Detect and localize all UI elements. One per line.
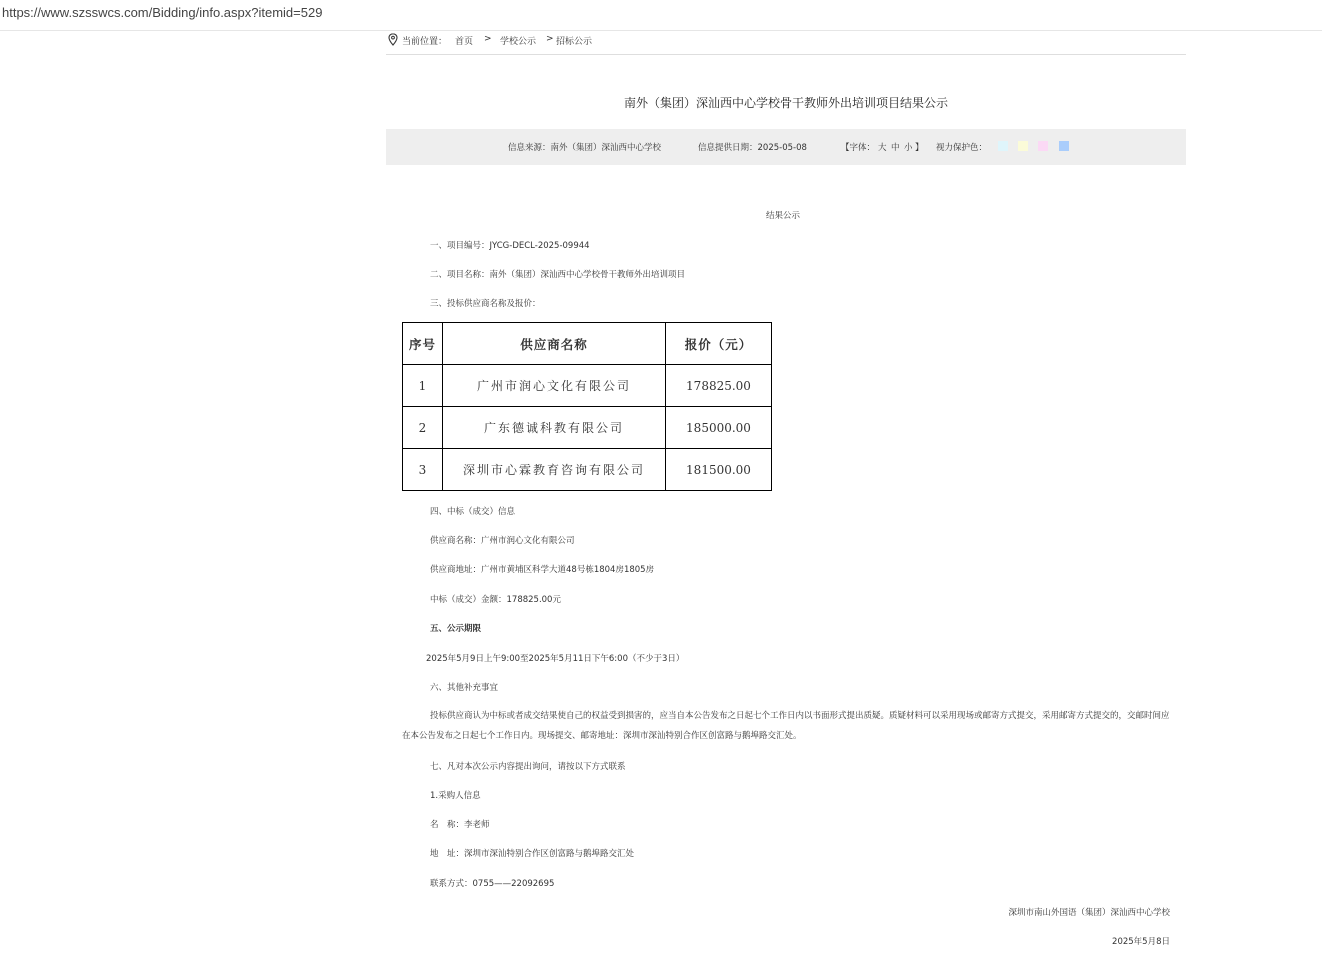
breadcrumb-bidding-notice-link[interactable]: 招标公示 xyxy=(556,37,593,47)
article-title: 南外（集团）深汕西中心学校骨干教师外出培训项目结果公示 xyxy=(623,96,948,110)
eye-color-cyan-swatch[interactable] xyxy=(998,141,1008,151)
table-cell: 深圳市心霖教育咨询有限公司 xyxy=(443,449,666,491)
table-cell: 2 xyxy=(403,407,443,449)
notice-period: 2025年5月9日上午9:00至2025年5月11日下午6:00（不少于3日） xyxy=(426,654,685,664)
info-date: 信息提供日期：2025-05-08 xyxy=(698,143,807,153)
breadcrumb-home-link[interactable]: 首页 xyxy=(455,37,474,47)
font-size-large-button[interactable]: 大 xyxy=(878,143,887,153)
bidders-heading: 三、投标供应商名称及报价： xyxy=(430,299,541,309)
award-heading: 四、中标（成交）信息 xyxy=(430,507,516,517)
font-size-small-button[interactable]: 小 xyxy=(904,143,913,153)
breadcrumb-separator: > xyxy=(546,34,554,44)
table-row xyxy=(403,449,772,491)
table-cell: 178825.00 xyxy=(666,365,772,407)
location-pin-icon xyxy=(388,33,398,46)
table-cell: 1 xyxy=(403,365,443,407)
info-source: 信息来源：南外（集团）深汕西中心学校 xyxy=(508,143,662,153)
article-info-bar xyxy=(386,129,1186,165)
table-cell: 185000.00 xyxy=(666,407,772,449)
breadcrumb-label: 当前位置： xyxy=(402,37,448,47)
bid-table xyxy=(402,322,772,491)
eye-color-blue-swatch[interactable] xyxy=(1059,141,1069,151)
signature-organization: 深圳市南山外国语（集团）深汕西中心学校 xyxy=(1008,908,1170,918)
complaint-paragraph: 投标供应商认为中标或者成交结果使自己的权益受到损害的，应当自本公告发布之日起七个工作日内以书面形式提出质疑。质疑材料可以采用现场或邮寄方式提交，采用邮寄方式提交的，交邮时间应在本公告发布之日起七个工作日内。现场提交、邮寄地址：深圳市深汕特别合作区创富路与鹅埠路交汇处。 xyxy=(402,711,1170,741)
table-header-row xyxy=(403,323,772,365)
project-name: 二、项目名称：南外（集团）深汕西中心学校骨干教师外出培训项目 xyxy=(430,270,686,280)
other-matters-heading: 六、其他补充事宜 xyxy=(430,683,499,693)
address-bar[interactable] xyxy=(0,0,1322,31)
breadcrumb-school-notice-link[interactable]: 学校公示 xyxy=(500,37,537,47)
breadcrumb xyxy=(386,31,1186,55)
table-cell: 广东德诚科教有限公司 xyxy=(443,407,666,449)
notice-period-heading: 五、公示期限 xyxy=(430,624,482,634)
table-cell: 3 xyxy=(403,449,443,491)
eye-color-pink-swatch[interactable] xyxy=(1038,141,1048,151)
font-size-close: 】 xyxy=(915,143,924,153)
font-size-medium-button[interactable]: 中 xyxy=(891,143,900,153)
contact-heading: 七、凡对本次公示内容提出询问，请按以下方式联系 xyxy=(430,762,626,772)
table-row xyxy=(403,365,772,407)
table-cell: 广州市润心文化有限公司 xyxy=(443,365,666,407)
purchaser-phone: 联系方式：0755——22092695 xyxy=(430,879,555,889)
table-header-cell: 序号 xyxy=(403,323,443,365)
winner-address: 供应商地址：广州市黄埔区科学大道48号栋1804房1805房 xyxy=(430,565,655,575)
breadcrumb-separator: > xyxy=(484,34,492,44)
url-text[interactable]: https://www.szsswcs.com/Bidding/info.aspx?itemid=529 xyxy=(2,5,323,20)
purchaser-address: 地 址：深圳市深汕特别合作区创富路与鹅埠路交汇处 xyxy=(430,849,635,859)
table-row xyxy=(403,407,772,449)
award-amount: 中标（成交）金额：178825.00元 xyxy=(430,595,561,605)
body-heading: 结果公示 xyxy=(766,211,801,221)
signature-date: 2025年5月8日 xyxy=(1112,937,1170,947)
winner-name: 供应商名称：广州市润心文化有限公司 xyxy=(430,536,575,546)
project-number: 一、项目编号：JYCG-DECL-2025-09944 xyxy=(430,241,590,251)
eye-protection-label: 视力保护色： xyxy=(936,143,988,153)
table-cell: 181500.00 xyxy=(666,449,772,491)
font-size-label: 【字体： xyxy=(841,143,876,153)
purchaser-info-heading: 1.采购人信息 xyxy=(430,791,481,801)
eye-color-yellow-swatch[interactable] xyxy=(1018,141,1028,151)
table-header-cell: 供应商名称 xyxy=(443,323,666,365)
table-header-cell: 报价（元） xyxy=(666,323,772,365)
purchaser-name: 名 称：李老师 xyxy=(430,820,490,830)
